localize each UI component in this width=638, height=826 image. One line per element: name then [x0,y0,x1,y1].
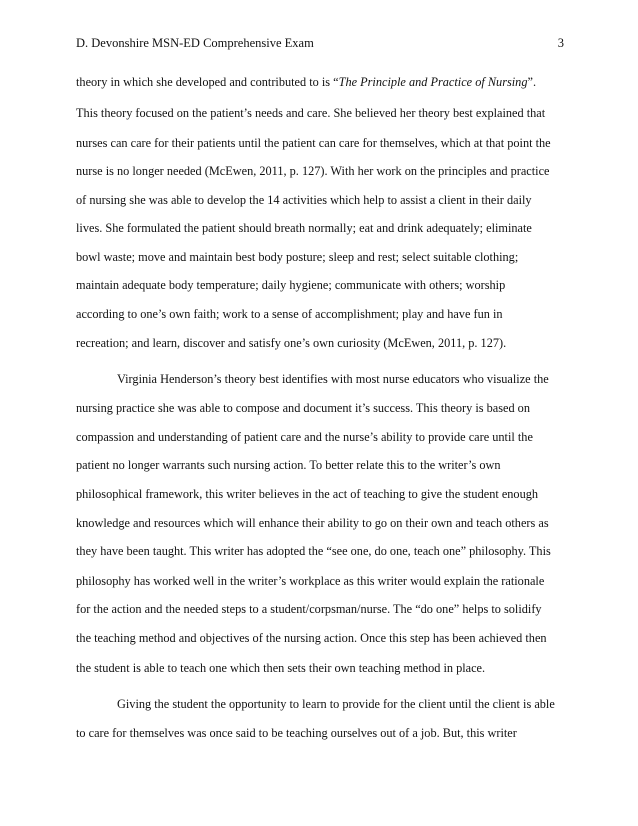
body-line: for the action and the needed steps to a student/corpsman/nurse. The “do one” helps to solidify [76,602,542,616]
book-title: The Principle and Practice of Nursing [338,75,528,89]
running-head: D. Devonshire MSN-ED Comprehensive Exam [76,36,314,50]
body-line: the student is able to teach one which then sets their own teaching method in place. [76,661,486,675]
body-line: philosophy has worked well in the writer’s workplace as this writer would explain the rationale [76,574,545,588]
body-line: maintain adequate body temperature; daily hygiene; communicate with others; worship [76,278,506,292]
body-line: nurses can care for their patients until the patient can care for themselves, which at that point the [76,136,551,150]
body-line: compassion and understanding of patient care and the nurse’s ability to provide care until the [76,430,533,444]
body-line: nurse is no longer needed (McEwen, 2011, p. 127). With her work on the principles and practice [76,164,550,178]
page-header [76,36,564,54]
body-line: bowl waste; move and maintain best body posture; sleep and rest; select suitable clothing; [76,250,519,264]
body-line: nursing practice she was able to compose and document it’s success. This theory is based on [76,401,530,415]
body-line: recreation; and learn, discover and satisfy one’s own curiosity (McEwen, 2011, p. 127). [76,336,507,350]
body-line: philosophical framework, this writer believes in the act of teaching to give the student enough [76,487,539,501]
body-line: the teaching method and objectives of the nursing action. Once this step has been achieved then [76,631,547,645]
body-line: This theory focused on the patient’s needs and care. She believed her theory best explained that [76,106,546,120]
body-line: patient no longer warrants such nursing action. To better relate this to the writer’s own [76,458,501,472]
body-line [76,75,536,90]
body-line: of nursing she was able to develop the 14 activities which help to assist a client in their daily [76,193,532,207]
line-text: ”. [527,75,537,89]
body-line: according to one’s own faith; work to a sense of accomplishment; play and have fun in [76,307,503,321]
body-line: lives. She formulated the patient should breath normally; eat and drink adequately; eliminate [76,221,532,235]
body-line: they have been taught. This writer has adopted the “see one, do one, teach one” philosophy. This [76,544,551,558]
line-text: theory in which she developed and contributed to is “ [76,75,339,89]
body-line: knowledge and resources which will enhance their ability to go on their own and teach others as [76,516,549,530]
page-number: 3 [557,36,564,50]
paragraph-first-line: Virginia Henderson’s theory best identifies with most nurse educators who visualize the [117,372,549,386]
paragraph-first-line: Giving the student the opportunity to learn to provide for the client until the client is able [117,697,555,711]
body-line: to care for themselves was once said to be teaching ourselves out of a job. But, this writer [76,726,517,740]
